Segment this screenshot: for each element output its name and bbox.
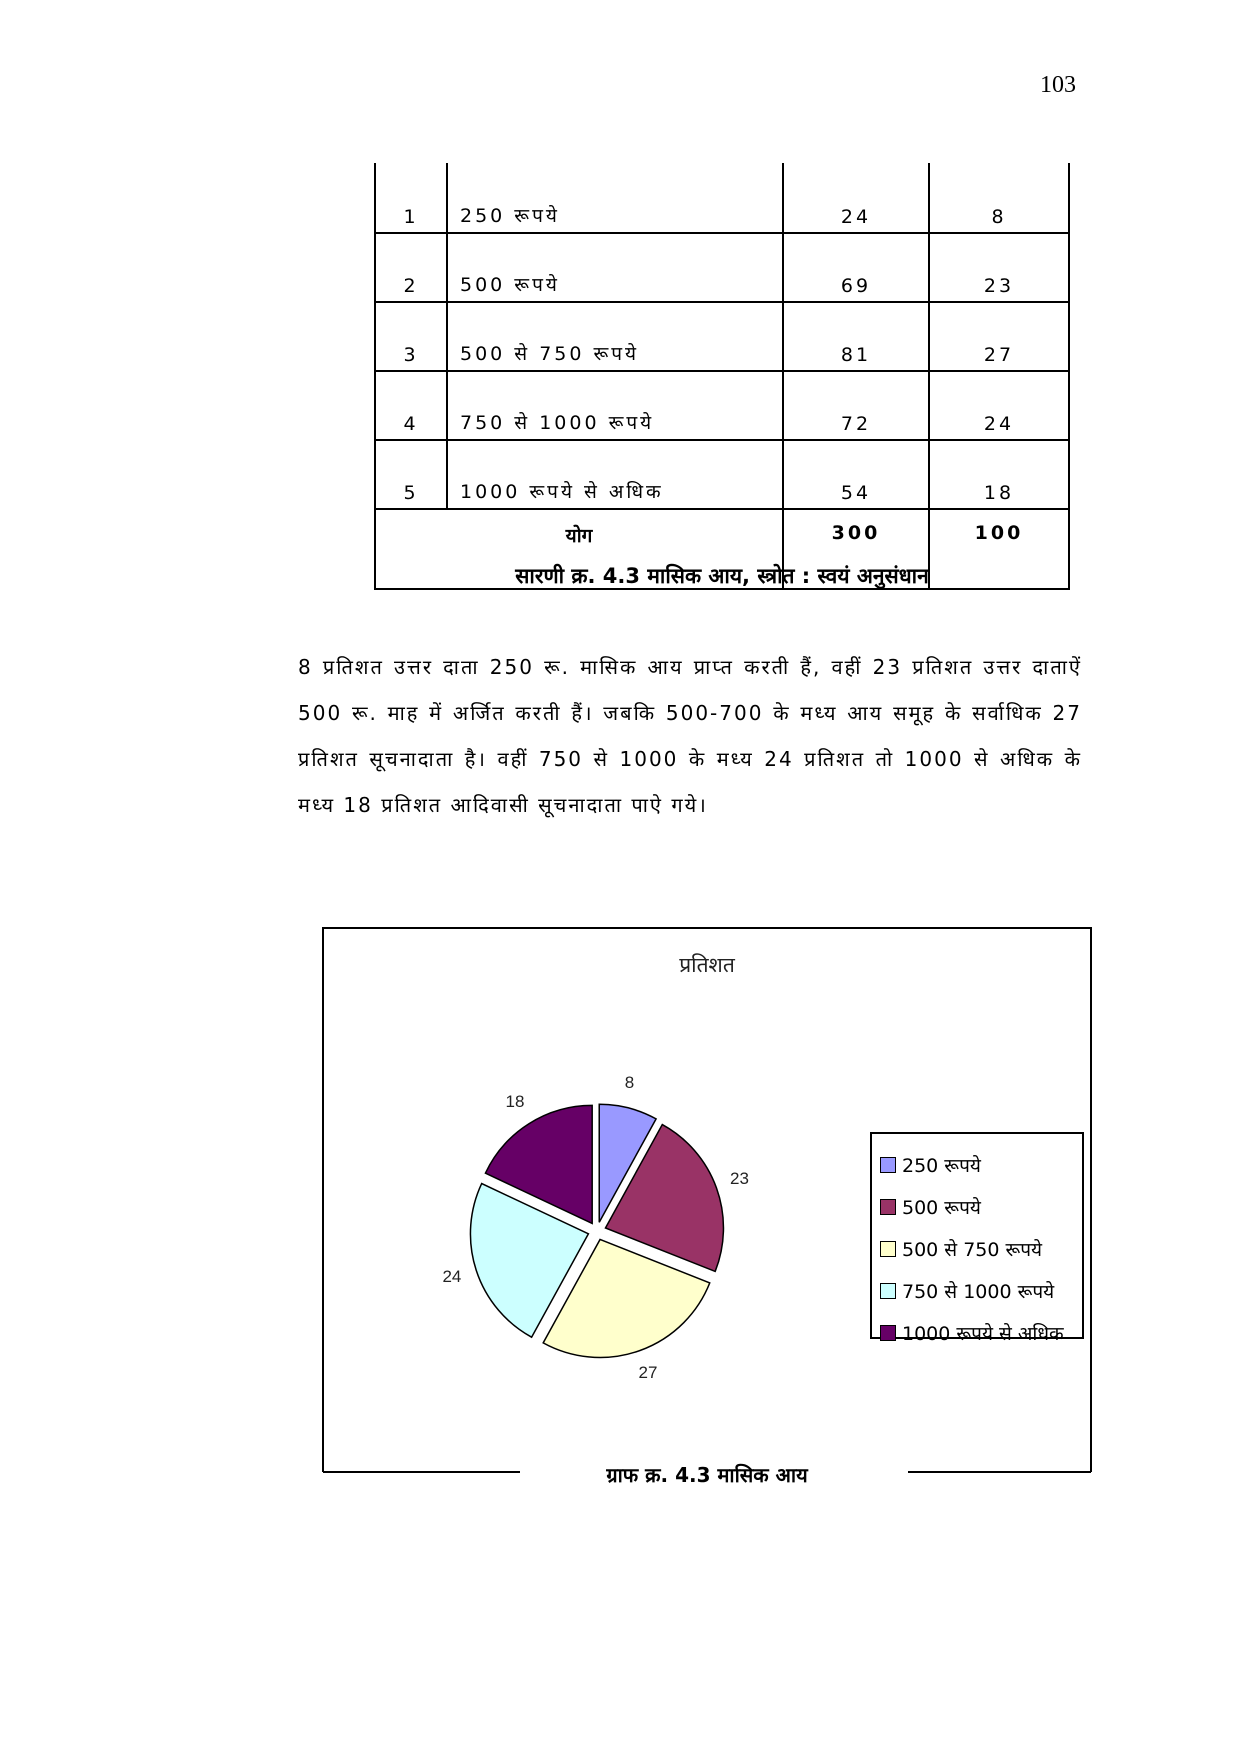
percent-cell: 27 bbox=[929, 302, 1069, 371]
income-range-cell: 250 रूपये bbox=[447, 163, 783, 233]
legend-item bbox=[880, 1270, 1082, 1312]
legend-swatch bbox=[880, 1241, 896, 1257]
total-percent: 100 bbox=[929, 509, 1069, 589]
table-row bbox=[375, 302, 1069, 371]
slice-value-label: 24 bbox=[442, 1266, 462, 1286]
legend-label: 1000 रूपये से अधिक bbox=[902, 1323, 1064, 1345]
respondent-count-cell: 72 bbox=[783, 371, 929, 440]
table-caption: सारणी क्र. 4.3 मासिक आय, स्त्रोत : स्वयं अनुसंधान bbox=[515, 564, 929, 588]
income-range-cell: 500 से 750 रूपये bbox=[447, 302, 783, 371]
pie-chart bbox=[322, 927, 1092, 1487]
respondent-count-cell: 69 bbox=[783, 233, 929, 302]
legend-swatch bbox=[880, 1283, 896, 1299]
total-label: योग bbox=[375, 509, 783, 589]
percent-cell: 24 bbox=[929, 371, 1069, 440]
slice-value-label: 23 bbox=[730, 1168, 749, 1188]
legend-item bbox=[880, 1228, 1082, 1270]
chart-title: प्रतिशत bbox=[679, 953, 735, 977]
table-row bbox=[375, 440, 1069, 509]
legend-swatch bbox=[880, 1157, 896, 1173]
legend-item bbox=[880, 1312, 1082, 1354]
serial-number-cell: 4 bbox=[375, 371, 447, 440]
total-count: 300 bbox=[783, 509, 929, 589]
legend-label: 250 रूपये bbox=[902, 1155, 981, 1177]
chart-legend bbox=[870, 1132, 1084, 1345]
legend-label: 500 रूपये bbox=[902, 1197, 981, 1219]
income-range-cell: 750 से 1000 रूपये bbox=[447, 371, 783, 440]
chart-caption bbox=[322, 1461, 1092, 1488]
percent-cell: 18 bbox=[929, 440, 1069, 509]
serial-number-cell: 5 bbox=[375, 440, 447, 509]
body-paragraph: 8 प्रतिशत उत्तर दाता 250 रू. मासिक आय प्राप्त करती हैं, वहीं 23 प्रतिशत उत्तर दाताऐं 500 रू. माह में अर्जित करती हैं। जबकि 500-700 के मध्य आय समूह के सर्वाधिक 27 प्रतिशत सूचनादाता है। वहीं 750 से 1000 के मध्य 24 प्रतिशत तो 1000 से अधिक के मध्य 18 प्रतिशत आदिवासी सूचनादाता पाऐ गये। bbox=[298, 655, 1082, 817]
legend-swatch bbox=[880, 1199, 896, 1215]
legend-label: 500 से 750 रूपये bbox=[902, 1239, 1043, 1261]
slice-value-label: 8 bbox=[624, 1072, 635, 1092]
legend-swatch bbox=[880, 1325, 896, 1341]
table-row bbox=[375, 163, 1069, 233]
income-range-cell: 500 रूपये bbox=[447, 233, 783, 302]
serial-number-cell: 2 bbox=[375, 233, 447, 302]
percent-cell: 8 bbox=[929, 163, 1069, 233]
slice-value-label: 27 bbox=[638, 1363, 658, 1382]
respondent-count-cell: 24 bbox=[783, 163, 929, 233]
respondent-count-cell: 81 bbox=[783, 302, 929, 371]
monthly-income-table bbox=[374, 163, 1070, 590]
legend-label: 750 से 1000 रूपये bbox=[902, 1281, 1055, 1303]
table-row bbox=[375, 233, 1069, 302]
table-row bbox=[375, 371, 1069, 440]
legend-item bbox=[880, 1186, 1082, 1228]
chart-caption-text: ग्राफ क्र. 4.3 मासिक आय bbox=[578, 1463, 835, 1487]
serial-number-cell: 3 bbox=[375, 302, 447, 371]
income-range-cell: 1000 रूपये से अधिक bbox=[447, 440, 783, 509]
serial-number-cell: 1 bbox=[375, 163, 447, 233]
page-number: 103 bbox=[1040, 72, 1076, 98]
slice-value-label: 18 bbox=[505, 1091, 525, 1111]
percent-cell: 23 bbox=[929, 233, 1069, 302]
legend-item bbox=[880, 1144, 1082, 1186]
respondent-count-cell: 54 bbox=[783, 440, 929, 509]
